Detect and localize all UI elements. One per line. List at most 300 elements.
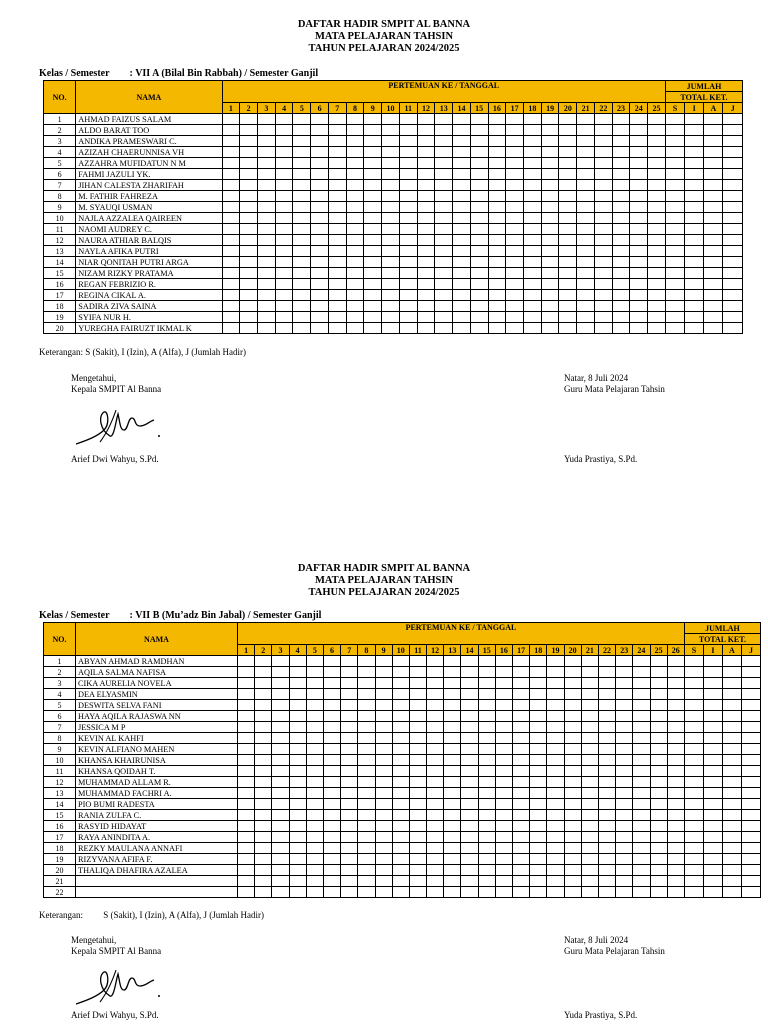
- attendance-cell[interactable]: [427, 678, 444, 689]
- attendance-cell[interactable]: [704, 158, 723, 169]
- attendance-cell[interactable]: [222, 279, 240, 290]
- attendance-cell[interactable]: [685, 279, 704, 290]
- attendance-cell[interactable]: [741, 711, 760, 722]
- attendance-cell[interactable]: [581, 656, 598, 667]
- attendance-cell[interactable]: [255, 865, 272, 876]
- attendance-cell[interactable]: [444, 733, 461, 744]
- attendance-cell[interactable]: [399, 290, 417, 301]
- attendance-cell[interactable]: [648, 125, 666, 136]
- attendance-cell[interactable]: [616, 689, 633, 700]
- attendance-cell[interactable]: [667, 843, 684, 854]
- attendance-cell[interactable]: [275, 301, 293, 312]
- attendance-cell[interactable]: [722, 854, 741, 865]
- attendance-cell[interactable]: [323, 854, 340, 865]
- attendance-cell[interactable]: [409, 689, 426, 700]
- attendance-cell[interactable]: [685, 323, 704, 334]
- attendance-cell[interactable]: [323, 799, 340, 810]
- attendance-cell[interactable]: [685, 125, 704, 136]
- attendance-cell[interactable]: [399, 125, 417, 136]
- attendance-cell[interactable]: [275, 279, 293, 290]
- attendance-cell[interactable]: [612, 136, 630, 147]
- attendance-cell[interactable]: [453, 246, 471, 257]
- attendance-cell[interactable]: [358, 766, 375, 777]
- attendance-cell[interactable]: [581, 667, 598, 678]
- attendance-cell[interactable]: [255, 766, 272, 777]
- attendance-cell[interactable]: [630, 114, 648, 125]
- attendance-cell[interactable]: [293, 202, 311, 213]
- attendance-cell[interactable]: [399, 191, 417, 202]
- attendance-cell[interactable]: [328, 213, 346, 224]
- attendance-cell[interactable]: [240, 257, 258, 268]
- attendance-cell[interactable]: [392, 667, 409, 678]
- attendance-cell[interactable]: [495, 755, 512, 766]
- attendance-cell[interactable]: [293, 114, 311, 125]
- attendance-cell[interactable]: [364, 136, 382, 147]
- attendance-cell[interactable]: [358, 887, 375, 898]
- attendance-cell[interactable]: [375, 843, 392, 854]
- attendance-cell[interactable]: [495, 788, 512, 799]
- attendance-cell[interactable]: [358, 744, 375, 755]
- attendance-cell[interactable]: [323, 810, 340, 821]
- attendance-cell[interactable]: [703, 788, 722, 799]
- attendance-cell[interactable]: [530, 744, 547, 755]
- attendance-cell[interactable]: [495, 876, 512, 887]
- attendance-cell[interactable]: [293, 147, 311, 158]
- attendance-cell[interactable]: [427, 821, 444, 832]
- attendance-cell[interactable]: [409, 777, 426, 788]
- attendance-cell[interactable]: [612, 169, 630, 180]
- attendance-cell[interactable]: [741, 788, 760, 799]
- attendance-cell[interactable]: [667, 799, 684, 810]
- attendance-cell[interactable]: [258, 180, 276, 191]
- attendance-cell[interactable]: [470, 114, 488, 125]
- attendance-cell[interactable]: [478, 744, 495, 755]
- attendance-cell[interactable]: [541, 202, 559, 213]
- attendance-cell[interactable]: [650, 821, 667, 832]
- attendance-cell[interactable]: [650, 887, 667, 898]
- attendance-cell[interactable]: [616, 810, 633, 821]
- attendance-cell[interactable]: [513, 854, 530, 865]
- attendance-cell[interactable]: [272, 656, 289, 667]
- attendance-cell[interactable]: [495, 711, 512, 722]
- attendance-cell[interactable]: [612, 290, 630, 301]
- attendance-cell[interactable]: [417, 169, 435, 180]
- attendance-cell[interactable]: [495, 865, 512, 876]
- attendance-cell[interactable]: [427, 711, 444, 722]
- attendance-cell[interactable]: [630, 312, 648, 323]
- attendance-cell[interactable]: [358, 832, 375, 843]
- attendance-cell[interactable]: [364, 180, 382, 191]
- attendance-cell[interactable]: [293, 312, 311, 323]
- attendance-cell[interactable]: [346, 180, 364, 191]
- attendance-cell[interactable]: [272, 810, 289, 821]
- attendance-cell[interactable]: [685, 180, 704, 191]
- attendance-cell[interactable]: [375, 887, 392, 898]
- attendance-cell[interactable]: [541, 180, 559, 191]
- attendance-cell[interactable]: [598, 777, 615, 788]
- attendance-cell[interactable]: [238, 854, 255, 865]
- attendance-cell[interactable]: [703, 733, 722, 744]
- attendance-cell[interactable]: [409, 854, 426, 865]
- attendance-cell[interactable]: [741, 887, 760, 898]
- attendance-cell[interactable]: [323, 744, 340, 755]
- attendance-cell[interactable]: [375, 667, 392, 678]
- attendance-cell[interactable]: [364, 147, 382, 158]
- attendance-cell[interactable]: [311, 114, 329, 125]
- attendance-cell[interactable]: [399, 224, 417, 235]
- attendance-cell[interactable]: [323, 766, 340, 777]
- attendance-cell[interactable]: [722, 799, 741, 810]
- attendance-cell[interactable]: [741, 744, 760, 755]
- attendance-cell[interactable]: [392, 744, 409, 755]
- attendance-cell[interactable]: [382, 147, 400, 158]
- attendance-cell[interactable]: [685, 191, 704, 202]
- attendance-cell[interactable]: [524, 169, 542, 180]
- attendance-cell[interactable]: [478, 832, 495, 843]
- attendance-cell[interactable]: [630, 191, 648, 202]
- attendance-cell[interactable]: [577, 125, 595, 136]
- attendance-cell[interactable]: [375, 733, 392, 744]
- attendance-cell[interactable]: [289, 810, 306, 821]
- attendance-cell[interactable]: [289, 865, 306, 876]
- attendance-cell[interactable]: [495, 766, 512, 777]
- attendance-cell[interactable]: [323, 667, 340, 678]
- attendance-cell[interactable]: [258, 246, 276, 257]
- attendance-cell[interactable]: [581, 755, 598, 766]
- attendance-cell[interactable]: [238, 689, 255, 700]
- attendance-cell[interactable]: [238, 700, 255, 711]
- attendance-cell[interactable]: [275, 125, 293, 136]
- attendance-cell[interactable]: [616, 832, 633, 843]
- attendance-cell[interactable]: [564, 766, 581, 777]
- attendance-cell[interactable]: [289, 832, 306, 843]
- attendance-cell[interactable]: [427, 854, 444, 865]
- attendance-cell[interactable]: [399, 147, 417, 158]
- attendance-cell[interactable]: [530, 678, 547, 689]
- attendance-cell[interactable]: [470, 213, 488, 224]
- attendance-cell[interactable]: [478, 689, 495, 700]
- attendance-cell[interactable]: [581, 722, 598, 733]
- attendance-cell[interactable]: [684, 700, 703, 711]
- attendance-cell[interactable]: [275, 202, 293, 213]
- attendance-cell[interactable]: [684, 843, 703, 854]
- attendance-cell[interactable]: [399, 268, 417, 279]
- attendance-cell[interactable]: [375, 810, 392, 821]
- attendance-cell[interactable]: [581, 788, 598, 799]
- attendance-cell[interactable]: [685, 169, 704, 180]
- attendance-cell[interactable]: [684, 788, 703, 799]
- attendance-cell[interactable]: [382, 279, 400, 290]
- attendance-cell[interactable]: [598, 678, 615, 689]
- attendance-cell[interactable]: [427, 755, 444, 766]
- attendance-cell[interactable]: [547, 755, 564, 766]
- attendance-cell[interactable]: [255, 722, 272, 733]
- attendance-cell[interactable]: [275, 158, 293, 169]
- attendance-cell[interactable]: [741, 733, 760, 744]
- attendance-cell[interactable]: [461, 854, 478, 865]
- attendance-cell[interactable]: [667, 777, 684, 788]
- attendance-cell[interactable]: [630, 136, 648, 147]
- attendance-cell[interactable]: [703, 876, 722, 887]
- attendance-cell[interactable]: [581, 865, 598, 876]
- attendance-cell[interactable]: [630, 235, 648, 246]
- attendance-cell[interactable]: [684, 722, 703, 733]
- attendance-cell[interactable]: [444, 744, 461, 755]
- attendance-cell[interactable]: [364, 191, 382, 202]
- attendance-cell[interactable]: [306, 678, 323, 689]
- attendance-cell[interactable]: [478, 821, 495, 832]
- attendance-cell[interactable]: [375, 854, 392, 865]
- attendance-cell[interactable]: [444, 788, 461, 799]
- attendance-cell[interactable]: [306, 722, 323, 733]
- attendance-cell[interactable]: [741, 766, 760, 777]
- attendance-cell[interactable]: [506, 279, 524, 290]
- attendance-cell[interactable]: [547, 854, 564, 865]
- attendance-cell[interactable]: [399, 312, 417, 323]
- attendance-cell[interactable]: [222, 323, 240, 334]
- attendance-cell[interactable]: [594, 180, 612, 191]
- attendance-cell[interactable]: [289, 799, 306, 810]
- attendance-cell[interactable]: [598, 755, 615, 766]
- attendance-cell[interactable]: [392, 678, 409, 689]
- attendance-cell[interactable]: [667, 810, 684, 821]
- attendance-cell[interactable]: [453, 202, 471, 213]
- attendance-cell[interactable]: [453, 136, 471, 147]
- attendance-cell[interactable]: [323, 843, 340, 854]
- attendance-cell[interactable]: [478, 656, 495, 667]
- attendance-cell[interactable]: [581, 711, 598, 722]
- attendance-cell[interactable]: [722, 843, 741, 854]
- attendance-cell[interactable]: [435, 301, 453, 312]
- attendance-cell[interactable]: [581, 689, 598, 700]
- attendance-cell[interactable]: [275, 246, 293, 257]
- attendance-cell[interactable]: [685, 224, 704, 235]
- attendance-cell[interactable]: [293, 257, 311, 268]
- attendance-cell[interactable]: [444, 887, 461, 898]
- attendance-cell[interactable]: [722, 733, 741, 744]
- attendance-cell[interactable]: [495, 689, 512, 700]
- attendance-cell[interactable]: [741, 678, 760, 689]
- attendance-cell[interactable]: [581, 821, 598, 832]
- attendance-cell[interactable]: [564, 865, 581, 876]
- attendance-cell[interactable]: [238, 887, 255, 898]
- attendance-cell[interactable]: [392, 777, 409, 788]
- attendance-cell[interactable]: [684, 799, 703, 810]
- attendance-cell[interactable]: [382, 290, 400, 301]
- attendance-cell[interactable]: [435, 312, 453, 323]
- attendance-cell[interactable]: [667, 865, 684, 876]
- attendance-cell[interactable]: [612, 125, 630, 136]
- attendance-cell[interactable]: [240, 301, 258, 312]
- attendance-cell[interactable]: [488, 136, 506, 147]
- attendance-cell[interactable]: [577, 257, 595, 268]
- attendance-cell[interactable]: [704, 224, 723, 235]
- attendance-cell[interactable]: [559, 290, 577, 301]
- attendance-cell[interactable]: [346, 301, 364, 312]
- attendance-cell[interactable]: [547, 700, 564, 711]
- attendance-cell[interactable]: [238, 843, 255, 854]
- attendance-cell[interactable]: [392, 832, 409, 843]
- attendance-cell[interactable]: [478, 711, 495, 722]
- attendance-cell[interactable]: [238, 667, 255, 678]
- attendance-cell[interactable]: [275, 191, 293, 202]
- attendance-cell[interactable]: [417, 158, 435, 169]
- attendance-cell[interactable]: [650, 711, 667, 722]
- attendance-cell[interactable]: [704, 235, 723, 246]
- attendance-cell[interactable]: [399, 114, 417, 125]
- attendance-cell[interactable]: [382, 180, 400, 191]
- attendance-cell[interactable]: [222, 169, 240, 180]
- attendance-cell[interactable]: [435, 235, 453, 246]
- attendance-cell[interactable]: [346, 268, 364, 279]
- attendance-cell[interactable]: [506, 312, 524, 323]
- attendance-cell[interactable]: [461, 799, 478, 810]
- attendance-cell[interactable]: [564, 799, 581, 810]
- attendance-cell[interactable]: [530, 843, 547, 854]
- attendance-cell[interactable]: [564, 887, 581, 898]
- attendance-cell[interactable]: [650, 810, 667, 821]
- attendance-cell[interactable]: [293, 268, 311, 279]
- attendance-cell[interactable]: [409, 722, 426, 733]
- attendance-cell[interactable]: [577, 224, 595, 235]
- attendance-cell[interactable]: [311, 323, 329, 334]
- attendance-cell[interactable]: [598, 722, 615, 733]
- attendance-cell[interactable]: [272, 733, 289, 744]
- attendance-cell[interactable]: [341, 689, 358, 700]
- attendance-cell[interactable]: [704, 290, 723, 301]
- attendance-cell[interactable]: [399, 158, 417, 169]
- attendance-cell[interactable]: [222, 301, 240, 312]
- attendance-cell[interactable]: [598, 876, 615, 887]
- attendance-cell[interactable]: [495, 854, 512, 865]
- attendance-cell[interactable]: [478, 667, 495, 678]
- attendance-cell[interactable]: [684, 865, 703, 876]
- attendance-cell[interactable]: [358, 777, 375, 788]
- attendance-cell[interactable]: [293, 301, 311, 312]
- attendance-cell[interactable]: [648, 180, 666, 191]
- attendance-cell[interactable]: [722, 744, 741, 755]
- attendance-cell[interactable]: [530, 733, 547, 744]
- attendance-cell[interactable]: [547, 711, 564, 722]
- attendance-cell[interactable]: [323, 689, 340, 700]
- attendance-cell[interactable]: [341, 755, 358, 766]
- attendance-cell[interactable]: [444, 810, 461, 821]
- attendance-cell[interactable]: [341, 656, 358, 667]
- attendance-cell[interactable]: [444, 854, 461, 865]
- attendance-cell[interactable]: [581, 777, 598, 788]
- attendance-cell[interactable]: [328, 290, 346, 301]
- attendance-cell[interactable]: [616, 854, 633, 865]
- attendance-cell[interactable]: [222, 312, 240, 323]
- attendance-cell[interactable]: [341, 854, 358, 865]
- attendance-cell[interactable]: [541, 136, 559, 147]
- attendance-cell[interactable]: [346, 257, 364, 268]
- attendance-cell[interactable]: [358, 667, 375, 678]
- attendance-cell[interactable]: [665, 268, 684, 279]
- attendance-cell[interactable]: [453, 312, 471, 323]
- attendance-cell[interactable]: [409, 744, 426, 755]
- attendance-cell[interactable]: [444, 711, 461, 722]
- attendance-cell[interactable]: [478, 755, 495, 766]
- attendance-cell[interactable]: [513, 865, 530, 876]
- attendance-cell[interactable]: [275, 268, 293, 279]
- attendance-cell[interactable]: [488, 169, 506, 180]
- attendance-cell[interactable]: [722, 722, 741, 733]
- attendance-cell[interactable]: [346, 290, 364, 301]
- attendance-cell[interactable]: [328, 246, 346, 257]
- attendance-cell[interactable]: [470, 202, 488, 213]
- attendance-cell[interactable]: [238, 832, 255, 843]
- attendance-cell[interactable]: [323, 733, 340, 744]
- attendance-cell[interactable]: [417, 323, 435, 334]
- attendance-cell[interactable]: [722, 887, 741, 898]
- attendance-cell[interactable]: [275, 290, 293, 301]
- attendance-cell[interactable]: [255, 832, 272, 843]
- attendance-cell[interactable]: [293, 125, 311, 136]
- attendance-cell[interactable]: [238, 744, 255, 755]
- attendance-cell[interactable]: [392, 711, 409, 722]
- attendance-cell[interactable]: [293, 136, 311, 147]
- attendance-cell[interactable]: [559, 246, 577, 257]
- attendance-cell[interactable]: [427, 700, 444, 711]
- attendance-cell[interactable]: [633, 755, 650, 766]
- attendance-cell[interactable]: [470, 290, 488, 301]
- attendance-cell[interactable]: [453, 224, 471, 235]
- attendance-cell[interactable]: [665, 213, 684, 224]
- attendance-cell[interactable]: [703, 678, 722, 689]
- attendance-cell[interactable]: [630, 224, 648, 235]
- attendance-cell[interactable]: [541, 147, 559, 158]
- attendance-cell[interactable]: [341, 865, 358, 876]
- attendance-cell[interactable]: [685, 213, 704, 224]
- attendance-cell[interactable]: [665, 290, 684, 301]
- attendance-cell[interactable]: [240, 191, 258, 202]
- attendance-cell[interactable]: [598, 689, 615, 700]
- attendance-cell[interactable]: [630, 268, 648, 279]
- attendance-cell[interactable]: [306, 700, 323, 711]
- attendance-cell[interactable]: [328, 257, 346, 268]
- attendance-cell[interactable]: [453, 125, 471, 136]
- attendance-cell[interactable]: [346, 136, 364, 147]
- attendance-cell[interactable]: [577, 180, 595, 191]
- attendance-cell[interactable]: [684, 887, 703, 898]
- attendance-cell[interactable]: [341, 744, 358, 755]
- attendance-cell[interactable]: [453, 323, 471, 334]
- attendance-cell[interactable]: [616, 722, 633, 733]
- attendance-cell[interactable]: [741, 865, 760, 876]
- attendance-cell[interactable]: [524, 213, 542, 224]
- attendance-cell[interactable]: [478, 777, 495, 788]
- attendance-cell[interactable]: [648, 290, 666, 301]
- attendance-cell[interactable]: [559, 147, 577, 158]
- attendance-cell[interactable]: [703, 843, 722, 854]
- attendance-cell[interactable]: [703, 689, 722, 700]
- attendance-cell[interactable]: [358, 755, 375, 766]
- attendance-cell[interactable]: [723, 246, 743, 257]
- attendance-cell[interactable]: [470, 235, 488, 246]
- attendance-cell[interactable]: [685, 312, 704, 323]
- attendance-cell[interactable]: [289, 887, 306, 898]
- attendance-cell[interactable]: [409, 700, 426, 711]
- attendance-cell[interactable]: [577, 235, 595, 246]
- attendance-cell[interactable]: [238, 810, 255, 821]
- attendance-cell[interactable]: [630, 290, 648, 301]
- attendance-cell[interactable]: [222, 125, 240, 136]
- attendance-cell[interactable]: [240, 312, 258, 323]
- attendance-cell[interactable]: [392, 821, 409, 832]
- attendance-cell[interactable]: [577, 114, 595, 125]
- attendance-cell[interactable]: [633, 667, 650, 678]
